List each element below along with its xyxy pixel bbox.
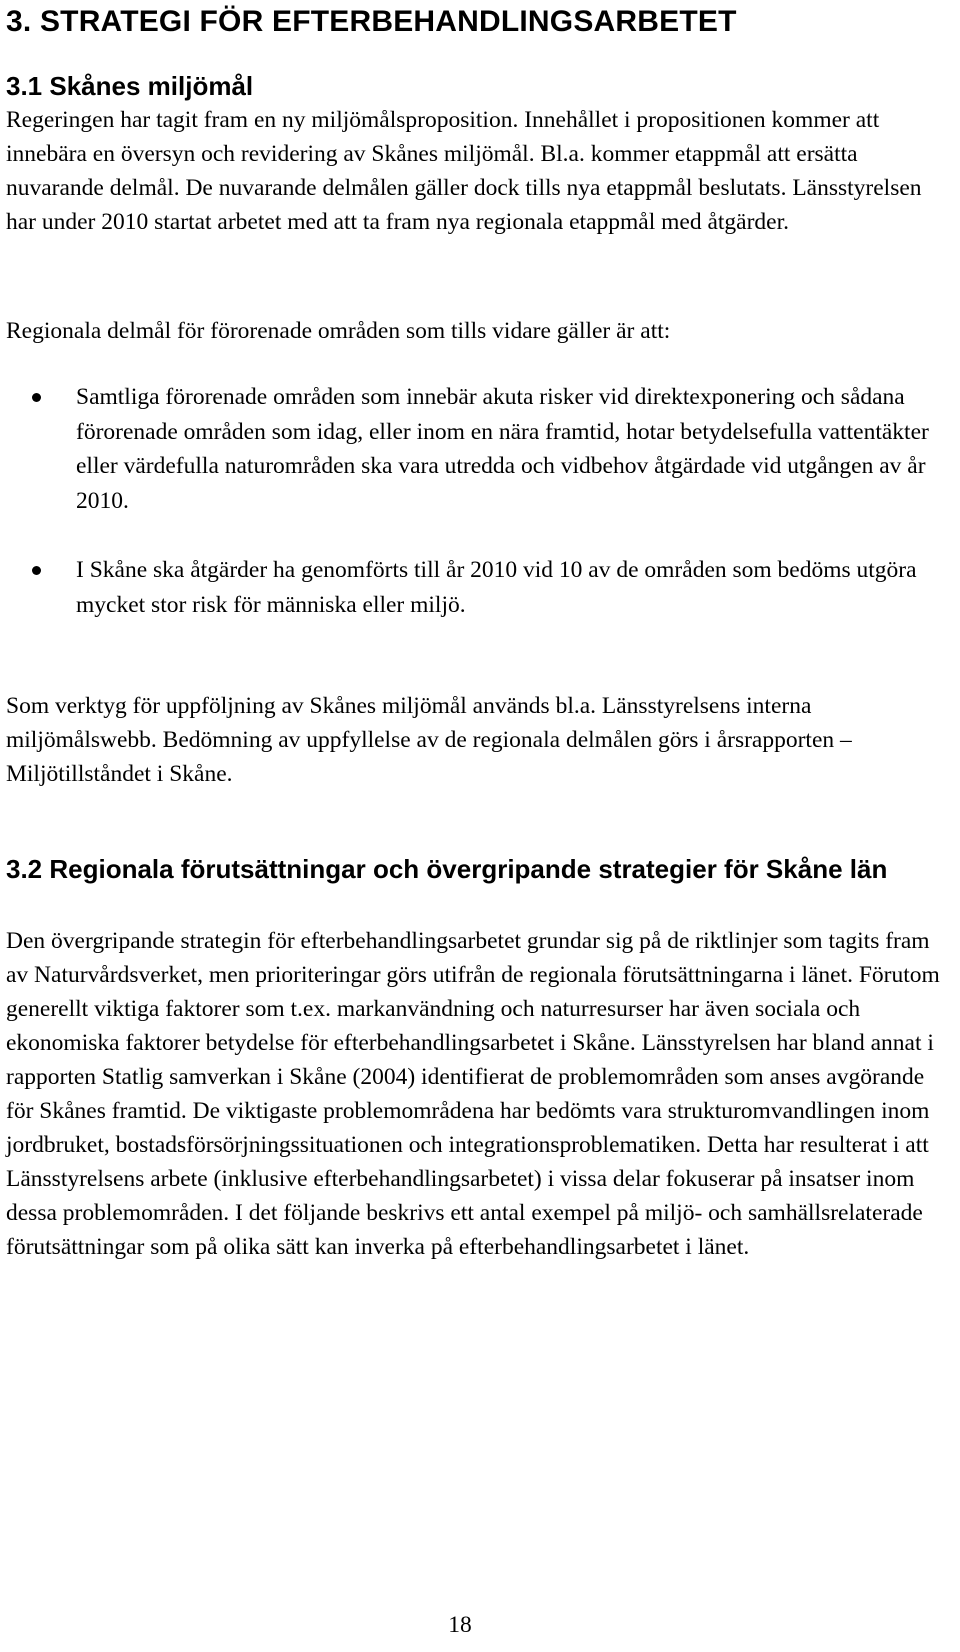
bullet-item [0,553,936,622]
paragraph-miljomalsproposition: Regeringen har tagit fram en ny miljömålsproposition. Innehållet i propositionen kommer att innebära en översyn och revidering av Skånes miljömål. Bl.a. kommer etappmål att ersätta nuvarande delmål. De nuvarande delmålen gäller dock tills nya etappmål beslutats. Länsstyrelsen har under 2010 startat arbetet med att ta fram nya regionala etappmål med åtgärder. [6,107,922,235]
delmal-bullet-list [0,380,940,622]
section-heading-regionala-forutsattningar: 3.2 Regionala förutsättningar och övergripande strategier för Skåne län [6,854,888,884]
bullet-dot-icon [32,393,41,402]
page-number: 18 [448,1612,472,1638]
bullet-dot-icon [32,566,41,575]
bullet-text: Samtliga förorenade områden som innebär akuta risker vid direktexponering och sådana förorenade områden som idag, eller inom en nära framtid, hotar betydelsefulla vattentäkter eller värdefulla naturområden ska vara utredda och vidbehov åtgärdade vid utgången av år 2010. [76,384,929,514]
paragraph-regionala-delmal-intro: Regionala delmål för förorenade områden som tills vidare gäller är att: [6,318,671,344]
bullet-item [0,380,936,518]
paragraph-overgripande-strategi: Den övergripande strategin för efterbehandlingsarbetet grundar sig på de riktlinjer som tagits fram av Naturvårdsverket, men prioriteringar görs utifrån de regionala förutsättningarna i länet. Förutom generellt viktiga faktorer som t.ex. markanvändning och naturresurser har även sociala och ekonomiska faktorer betydelse för efterbehandlingsarbetet i Skåne. Länsstyrelsen har bland annat i rapporten Statlig samverkan i Skåne (2004) identifierat de problemområden som anses avgörande för Skånes framtid. De viktigaste problemområdena har bedömts vara strukturomvandlingen inom jordbruket, bostadsförsörjningssituationen och integrationsproblematiken. Detta har resulterat i att Länsstyrelsens arbete (inklusive efterbehandlingsarbetet) i vissa delar fokuserar på insatser inom dessa problemområden. I det följande beskrivs ett antal exempel på miljö- och samhällsrelaterade förutsättningar som på olika sätt kan inverka på efterbehandlingsarbetet i länet. [6,928,940,1260]
bullet-text: I Skåne ska åtgärder ha genomförts till år 2010 vid 10 av de områden som bedöms utgöra mycket stor risk för människa eller miljö. [76,557,917,618]
chapter-heading: 3. STRATEGI FÖR EFTERBEHANDLINGSARBETET [6,5,737,38]
paragraph-uppfoljning: Som verktyg för uppföljning av Skånes miljömål används bl.a. Länsstyrelsens interna miljömålswebb. Bedömning av uppfyllelse av de regionala delmålen görs i årsrapporten – Miljötillståndet i Skåne. [6,693,852,787]
section-heading-skanes-miljomal: 3.1 Skånes miljömål [6,71,254,101]
